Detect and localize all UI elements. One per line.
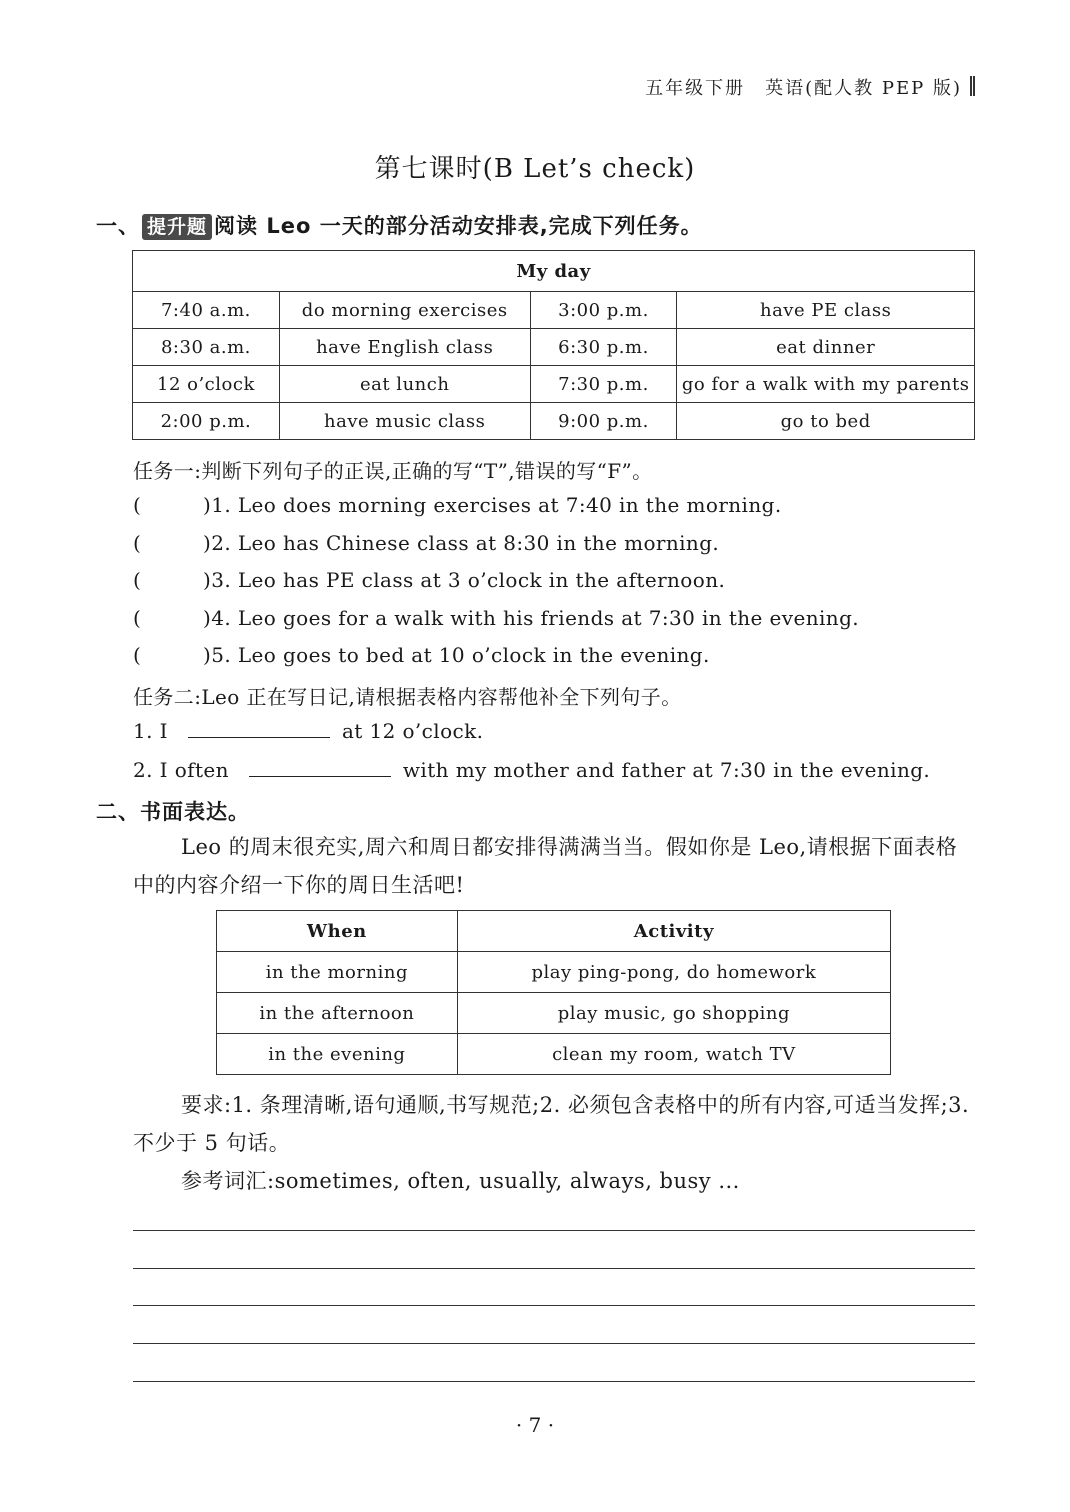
- time-cell: 6:30 p.m.: [530, 329, 677, 366]
- time-cell: 2:00 p.m.: [133, 403, 280, 440]
- judge-item-2: ( )2. Leo has Chinese class at 8:30 in the morning.: [133, 531, 720, 555]
- reference-vocabulary: 参考词汇:sometimes, often, usually, always, busy ...: [181, 1169, 740, 1193]
- time-cell: 9:00 p.m.: [530, 403, 677, 440]
- task1-title: 任务一:判断下列句子的正误,正确的写“T”,错误的写“F”。: [133, 459, 653, 483]
- table-row: [217, 993, 891, 1034]
- answer-paren[interactable]: (: [133, 531, 142, 555]
- section2-heading: 二、书面表达。: [96, 800, 250, 824]
- judge-item-text: 4. Leo goes for a walk with his friends at 7:30 in the evening.: [211, 606, 860, 630]
- section1-heading: [96, 210, 703, 240]
- page-header: 五年级下册 英语(配人教 PEP 版): [645, 78, 962, 99]
- when-cell: in the morning: [217, 952, 458, 993]
- task2-title: 任务二:Leo 正在写日记,请根据表格内容帮他补全下列句子。: [133, 685, 682, 709]
- judge-item-3: ( )3. Leo has PE class at 3 o’clock in the afternoon.: [133, 568, 726, 592]
- column-header: Activity: [457, 911, 890, 952]
- activity-cell: eat lunch: [279, 366, 530, 403]
- activity-cell: eat dinner: [677, 329, 975, 366]
- section2-intro: Leo 的周末很充实,周六和周日都安排得满满当当。假如你是 Leo,请根据下面表格中的内容介绍一下你的周日生活吧!: [133, 835, 958, 897]
- activity-cell: go to bed: [677, 403, 975, 440]
- activity-cell: have English class: [279, 329, 530, 366]
- column-header: When: [217, 911, 458, 952]
- judge-item-text: 3. Leo has PE class at 3 o’clock in the afternoon.: [211, 568, 726, 592]
- when-cell: in the afternoon: [217, 993, 458, 1034]
- header-double-bar: [970, 74, 974, 96]
- judge-item-text: 2. Leo has Chinese class at 8:30 in the morning.: [211, 531, 720, 555]
- activity-cell: have music class: [279, 403, 530, 440]
- fill-item-2: 2. I often with my mother and father at 7:30 in the evening.: [133, 758, 931, 782]
- page-number: · 7 ·: [515, 1413, 555, 1437]
- judge-item-4: ( )4. Leo goes for a walk with his friends at 7:30 in the evening.: [133, 606, 860, 630]
- fill-blank[interactable]: [188, 719, 330, 738]
- time-cell: 3:00 p.m.: [530, 292, 677, 329]
- my-day-table: [132, 250, 975, 440]
- activity-cell: clean my room, watch TV: [457, 1034, 890, 1075]
- sunday-table: [216, 910, 891, 1075]
- writing-line[interactable]: [133, 1381, 975, 1382]
- fill-item-1: 1. I at 12 o’clock.: [133, 719, 484, 743]
- answer-paren[interactable]: (: [133, 606, 142, 630]
- table-row: [217, 1034, 891, 1075]
- judge-item-text: 5. Leo goes to bed at 10 o’clock in the evening.: [211, 643, 710, 667]
- answer-paren[interactable]: (: [133, 568, 142, 592]
- activity-cell: play music, go shopping: [457, 993, 890, 1034]
- writing-line[interactable]: [133, 1305, 975, 1306]
- answer-paren[interactable]: (: [133, 493, 142, 517]
- lesson-title: 第七课时(B Let’s check): [374, 154, 696, 184]
- table-row: [133, 329, 975, 366]
- writing-requirement: 要求:1. 条理清晰,语句通顺,书写规范;2. 必须包含表格中的所有内容,可适当发挥;3. 不少于 5 句话。: [133, 1093, 970, 1155]
- difficulty-badge: 提升题: [142, 214, 212, 240]
- writing-line[interactable]: [133, 1343, 975, 1344]
- activity-cell: do morning exercises: [279, 292, 530, 329]
- judge-item-text: 1. Leo does morning exercises at 7:40 in the morning.: [211, 493, 782, 517]
- time-cell: 8:30 a.m.: [133, 329, 280, 366]
- activity-cell: play ping-pong, do homework: [457, 952, 890, 993]
- judge-item-1: ( )1. Leo does morning exercises at 7:40 in the morning.: [133, 493, 782, 517]
- table-row: [133, 403, 975, 440]
- table-row: [133, 292, 975, 329]
- time-cell: 7:40 a.m.: [133, 292, 280, 329]
- activity-cell: go for a walk with my parents: [677, 366, 975, 403]
- writing-line[interactable]: [133, 1268, 975, 1269]
- section1-number: 一、: [96, 214, 140, 238]
- judge-item-5: ( )5. Leo goes to bed at 10 o’clock in the evening.: [133, 643, 710, 667]
- table-row: [133, 366, 975, 403]
- section1-instruction: 阅读 Leo 一天的部分活动安排表,完成下列任务。: [214, 214, 703, 238]
- when-cell: in the evening: [217, 1034, 458, 1075]
- fill-blank[interactable]: [249, 758, 391, 777]
- writing-line[interactable]: [133, 1230, 975, 1231]
- my-day-caption: My day: [133, 251, 975, 292]
- answer-paren[interactable]: (: [133, 643, 142, 667]
- table-row: [217, 952, 891, 993]
- time-cell: 12 o’clock: [133, 366, 280, 403]
- activity-cell: have PE class: [677, 292, 975, 329]
- time-cell: 7:30 p.m.: [530, 366, 677, 403]
